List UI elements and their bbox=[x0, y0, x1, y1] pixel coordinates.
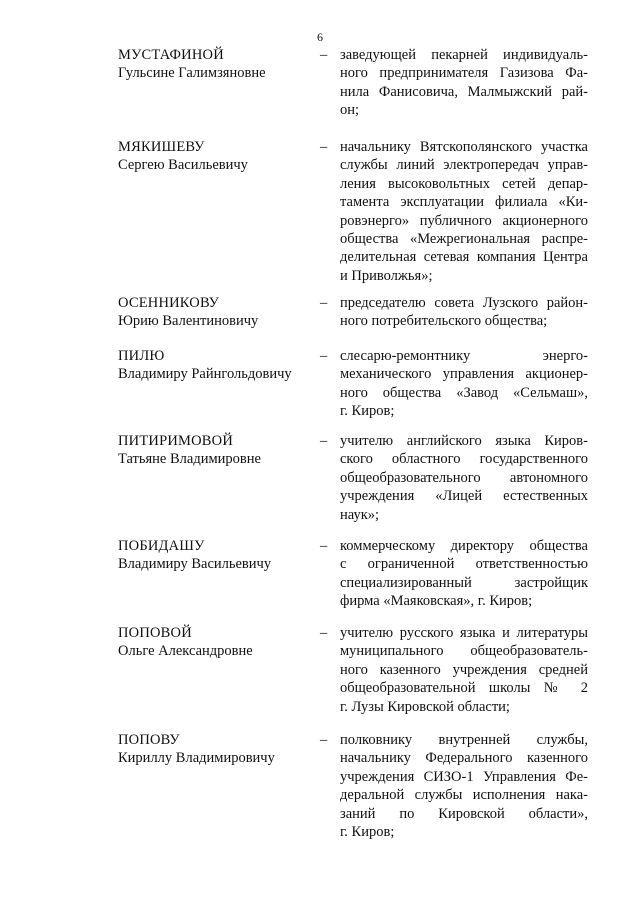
description-line: нила Фанисовича, Малмыжский рай- bbox=[340, 83, 588, 100]
description-line: председателю совета Лузского район- bbox=[340, 295, 588, 311]
person-name bbox=[118, 46, 318, 83]
description-line: г. Киров; bbox=[340, 403, 395, 420]
surname: ПОПОВУ bbox=[118, 732, 180, 748]
given-name: Ольге Александровне bbox=[118, 643, 253, 660]
dash-separator: – bbox=[320, 139, 328, 155]
description-line: полковнику внутренней службы, bbox=[340, 732, 588, 748]
page-number: 6 bbox=[317, 30, 323, 44]
description-line: учителю английского языка Киров- bbox=[340, 433, 588, 449]
description-line: общеобразовательной школы № 2 bbox=[340, 680, 588, 697]
description-line: ления высоковольтных сетей депар- bbox=[340, 175, 588, 192]
person-name bbox=[118, 138, 318, 175]
description-line: начальнику Федерального казенного bbox=[340, 750, 588, 767]
description-line: ровэнерго» публичного акционерного bbox=[340, 212, 588, 229]
description-line: ного общества «Завод «Сельмаш», bbox=[340, 384, 588, 401]
position-description bbox=[340, 731, 588, 841]
description-line: делительная сетевая компания Центра bbox=[340, 249, 588, 266]
description-line: ного казенного учреждения средней bbox=[340, 661, 588, 678]
description-line: ного потребительского общества; bbox=[340, 313, 548, 330]
person-name bbox=[118, 432, 318, 469]
description-line: коммерческому директору общества bbox=[340, 538, 588, 554]
given-name: Сергею Васильевичу bbox=[118, 157, 248, 174]
person-name bbox=[118, 624, 318, 661]
description-line: тамента эксплуатации филиала «Ки- bbox=[340, 194, 588, 211]
description-line: начальнику Вятскополянского участка bbox=[340, 139, 588, 155]
position-description bbox=[340, 347, 588, 421]
description-line: ного предпринимателя Газизова Фа- bbox=[340, 65, 588, 82]
given-name: Юрию Валентиновичу bbox=[118, 313, 259, 330]
description-line: учреждения «Лицей естественных bbox=[340, 488, 588, 505]
dash-separator: – bbox=[320, 625, 328, 641]
description-line: специализированный застройщик bbox=[340, 574, 588, 591]
description-line: слесарю-ремонтнику энерго- bbox=[340, 348, 588, 364]
description-line: он; bbox=[340, 102, 360, 119]
surname: ПИТИРИМОВОЙ bbox=[118, 433, 233, 449]
surname: МЯКИШЕВУ bbox=[118, 139, 205, 155]
description-line: ского областного государственного bbox=[340, 451, 588, 468]
description-line: службы линий электропередач управ- bbox=[340, 157, 588, 174]
description-line: и Приволжья»; bbox=[340, 267, 433, 284]
description-line: наук»; bbox=[340, 506, 380, 523]
dash-separator: – bbox=[320, 732, 328, 748]
person-name bbox=[118, 294, 318, 331]
dash-separator: – bbox=[320, 348, 328, 364]
given-name: Гульсине Галимзяновне bbox=[118, 65, 266, 82]
given-name: Кириллу Владимировичу bbox=[118, 750, 275, 767]
person-name bbox=[118, 347, 318, 384]
position-description bbox=[340, 46, 588, 120]
description-line: г. Лузы Кировской области; bbox=[340, 698, 510, 715]
dash-separator: – bbox=[320, 295, 328, 311]
position-description bbox=[340, 537, 588, 611]
given-name: Владимиру Райнгольдовичу bbox=[118, 366, 292, 383]
given-name: Татьяне Владимировне bbox=[118, 451, 261, 468]
description-line: фирма «Маяковская», г. Киров; bbox=[340, 593, 533, 610]
position-description bbox=[340, 432, 588, 524]
surname: ОСЕННИКОВУ bbox=[118, 295, 220, 311]
surname: ПИЛЮ bbox=[118, 348, 165, 364]
dash-separator: – bbox=[320, 433, 328, 449]
description-line: с ограниченной ответственностью bbox=[340, 556, 588, 573]
position-description bbox=[340, 138, 588, 285]
description-line: общества «Межрегиональная распре- bbox=[340, 231, 588, 248]
description-line: муниципального общеобразователь- bbox=[340, 643, 588, 660]
description-line: механического управления акционер- bbox=[340, 366, 588, 383]
position-description bbox=[340, 624, 588, 716]
dash-separator: – bbox=[320, 47, 328, 63]
description-line: учителю русского языка и литературы bbox=[340, 625, 588, 641]
description-line: г. Киров; bbox=[340, 824, 395, 841]
description-line: деральной службы исполнения нака- bbox=[340, 787, 588, 804]
description-line: общеобразовательного автономного bbox=[340, 469, 588, 486]
surname: МУСТАФИНОЙ bbox=[118, 47, 224, 63]
description-line: заведующей пекарней индивидуаль- bbox=[340, 47, 588, 63]
surname: ПОПОВОЙ bbox=[118, 625, 192, 641]
description-line: учреждения СИЗО-1 Управления Фе- bbox=[340, 768, 588, 785]
given-name: Владимиру Васильевичу bbox=[118, 556, 272, 573]
position-description bbox=[340, 294, 588, 331]
person-name bbox=[118, 537, 318, 574]
surname: ПОБИДАШУ bbox=[118, 538, 205, 554]
dash-separator: – bbox=[320, 538, 328, 554]
description-line: заний по Кировской области», bbox=[340, 805, 588, 822]
person-name bbox=[118, 731, 318, 768]
